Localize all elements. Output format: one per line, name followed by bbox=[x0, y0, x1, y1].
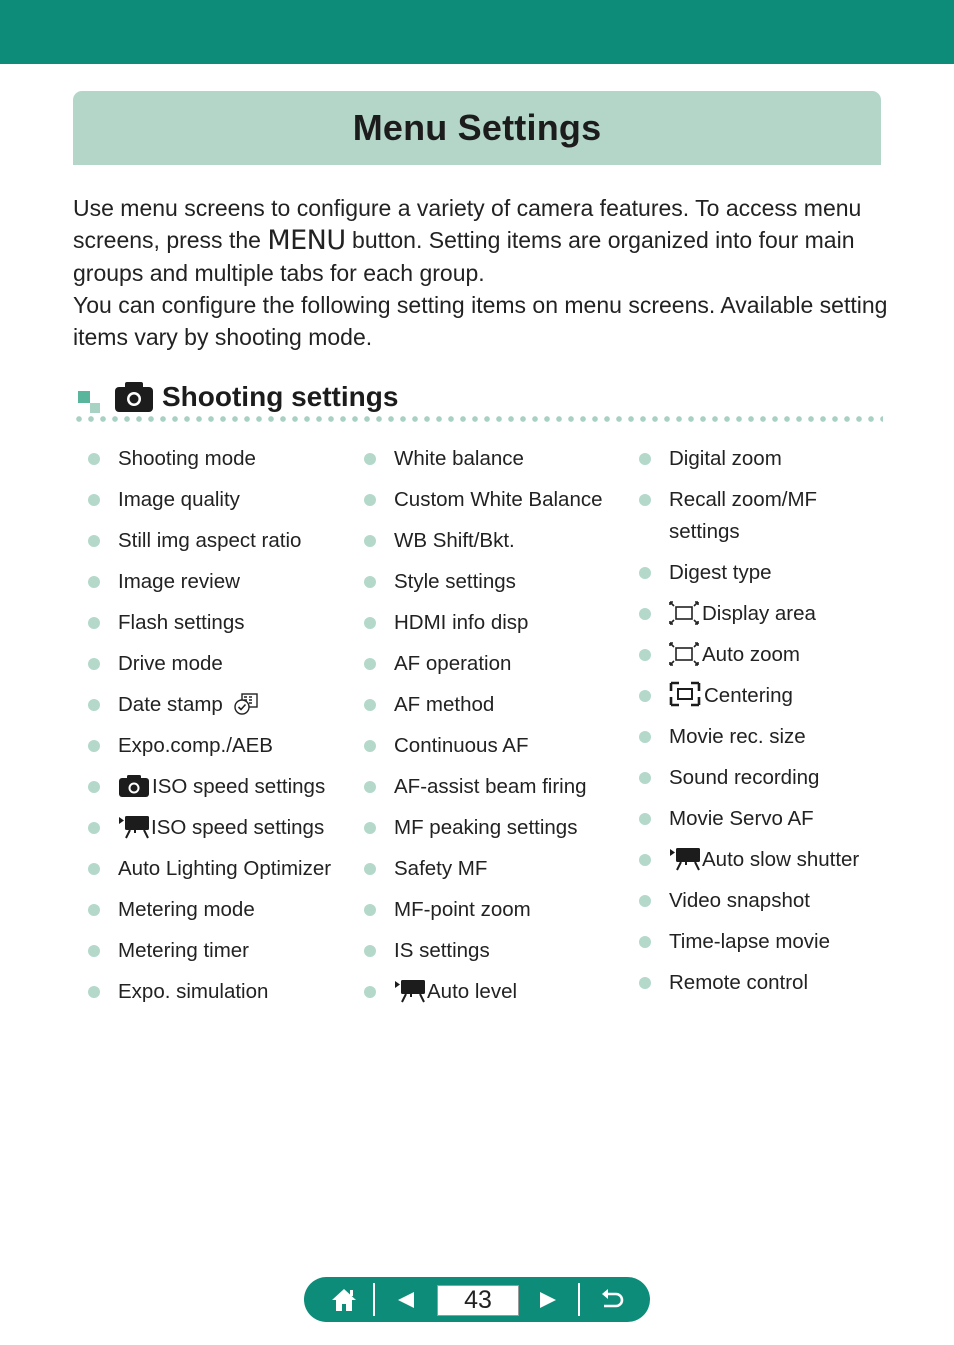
item-label: Video snapshot bbox=[669, 889, 810, 912]
list-item bbox=[88, 935, 358, 967]
home-button[interactable] bbox=[322, 1277, 366, 1322]
prev-page-button[interactable] bbox=[384, 1277, 428, 1322]
zoom-frame-icon bbox=[669, 601, 699, 625]
item-label: Sound recording bbox=[669, 766, 820, 789]
intro-text-after-menu: button. Setting items are organized into four main groups and multiple tabs for each group. bbox=[73, 227, 855, 286]
item-label: Metering mode bbox=[118, 898, 255, 921]
page-navigation bbox=[304, 1277, 650, 1322]
intro-text-before-menu: Use menu screens to configure a variety of camera features. To access menu screens, press the bbox=[73, 195, 862, 253]
list-item bbox=[639, 885, 939, 917]
dotted-divider bbox=[73, 416, 883, 422]
list-item bbox=[639, 721, 939, 753]
list-item bbox=[88, 484, 358, 516]
list-item bbox=[364, 853, 634, 885]
item-label: Auto level bbox=[427, 980, 518, 1003]
menu-button-icon: MENU bbox=[267, 225, 346, 256]
page-title: Menu Settings bbox=[352, 107, 602, 148]
list-item bbox=[88, 525, 358, 557]
settings-column-3 bbox=[639, 443, 939, 1008]
return-button[interactable] bbox=[590, 1277, 634, 1322]
list-item bbox=[88, 812, 358, 844]
item-label: Movie rec. size bbox=[669, 725, 806, 748]
item-label: AF method bbox=[394, 693, 495, 716]
list-item bbox=[364, 566, 634, 598]
item-label: Recall zoom/MF settings bbox=[669, 488, 818, 543]
intro-paragraph-1 bbox=[73, 192, 888, 289]
list-item bbox=[639, 443, 939, 475]
page-number-box bbox=[437, 1285, 519, 1316]
nav-separator bbox=[373, 1283, 375, 1316]
item-label: Continuous AF bbox=[394, 734, 529, 757]
list-item bbox=[88, 853, 358, 885]
item-label: Shooting mode bbox=[118, 447, 256, 470]
item-label: Custom White Balance bbox=[394, 488, 603, 511]
item-label: Image quality bbox=[118, 488, 240, 511]
item-label: Digest type bbox=[669, 561, 772, 584]
item-label: Auto Lighting Optimizer bbox=[118, 857, 332, 880]
item-label: IS settings bbox=[394, 939, 490, 962]
list-item bbox=[88, 566, 358, 598]
movie-icon bbox=[669, 847, 701, 871]
list-item bbox=[364, 771, 634, 803]
camera-icon bbox=[114, 381, 154, 413]
item-label: MF-point zoom bbox=[394, 898, 531, 921]
page-number: 43 bbox=[464, 1286, 492, 1314]
item-label: Expo.comp./AEB bbox=[118, 734, 273, 757]
settings-column-1 bbox=[88, 443, 358, 1017]
list-item bbox=[639, 926, 939, 958]
section-header bbox=[78, 377, 398, 417]
list-item bbox=[364, 648, 634, 680]
centering-frame-icon bbox=[669, 681, 701, 707]
item-label: HDMI info disp bbox=[394, 611, 529, 634]
home-icon bbox=[330, 1287, 358, 1313]
list-item bbox=[88, 730, 358, 762]
list-item bbox=[364, 812, 634, 844]
settings-column-2 bbox=[364, 443, 634, 1017]
list-item bbox=[639, 844, 939, 876]
item-label: White balance bbox=[394, 447, 524, 470]
item-label: MF peaking settings bbox=[394, 816, 578, 839]
item-label: ISO speed settings bbox=[151, 816, 325, 839]
intro-text bbox=[73, 192, 888, 353]
list-item bbox=[639, 803, 939, 835]
item-label: Centering bbox=[704, 684, 793, 707]
item-label: WB Shift/Bkt. bbox=[394, 529, 515, 552]
list-item bbox=[639, 557, 939, 589]
list-item bbox=[364, 689, 634, 721]
item-label: AF operation bbox=[394, 652, 512, 675]
item-label: Display area bbox=[702, 602, 816, 625]
list-item bbox=[364, 607, 634, 639]
list-item bbox=[88, 894, 358, 926]
item-label: Auto slow shutter bbox=[702, 848, 860, 871]
list-item bbox=[364, 484, 634, 516]
list-item bbox=[88, 648, 358, 680]
list-item bbox=[639, 598, 939, 630]
title-box bbox=[73, 91, 881, 165]
section-title: Shooting settings bbox=[162, 381, 399, 412]
list-item bbox=[364, 443, 634, 475]
next-arrow-icon bbox=[538, 1290, 558, 1310]
list-item bbox=[639, 967, 939, 999]
item-label: Safety MF bbox=[394, 857, 488, 880]
item-label: Metering timer bbox=[118, 939, 250, 962]
item-label: Still img aspect ratio bbox=[118, 529, 302, 552]
section-marker-icon bbox=[78, 387, 102, 411]
zoom-frame-icon bbox=[669, 642, 699, 666]
item-label: Digital zoom bbox=[669, 447, 782, 470]
list-item bbox=[639, 639, 939, 671]
next-page-button[interactable] bbox=[526, 1277, 570, 1322]
item-label: Expo. simulation bbox=[118, 980, 269, 1003]
nav-separator bbox=[578, 1283, 580, 1316]
list-item bbox=[364, 935, 634, 967]
list-item bbox=[364, 976, 634, 1008]
item-label: Auto zoom bbox=[702, 643, 800, 666]
list-item bbox=[88, 443, 358, 475]
list-item bbox=[639, 762, 939, 794]
item-label: Style settings bbox=[394, 570, 516, 593]
list-item bbox=[364, 894, 634, 926]
list-item bbox=[639, 680, 939, 712]
list-item bbox=[88, 607, 358, 639]
item-label: Movie Servo AF bbox=[669, 807, 814, 830]
item-label: Time-lapse movie bbox=[669, 930, 831, 953]
list-item bbox=[364, 525, 634, 557]
movie-icon bbox=[118, 815, 150, 839]
date-stamp-icon bbox=[233, 692, 259, 716]
item-label: Date stamp bbox=[118, 693, 223, 716]
item-label: Image review bbox=[118, 570, 240, 593]
item-label: Flash settings bbox=[118, 611, 245, 634]
intro-paragraph-2: You can configure the following setting items on menu screens. Available setting items vary by shooting mode. bbox=[73, 292, 888, 350]
item-label: AF-assist beam firing bbox=[394, 775, 587, 798]
header-band bbox=[0, 0, 954, 64]
list-item bbox=[639, 484, 849, 548]
list-item bbox=[364, 730, 634, 762]
return-icon bbox=[599, 1288, 625, 1312]
item-label: ISO speed settings bbox=[152, 775, 326, 798]
list-item bbox=[88, 689, 358, 721]
list-item bbox=[88, 976, 358, 1008]
list-item bbox=[88, 771, 358, 803]
prev-arrow-icon bbox=[396, 1290, 416, 1310]
item-label: Drive mode bbox=[118, 652, 223, 675]
camera-icon bbox=[118, 774, 150, 798]
movie-icon bbox=[394, 979, 426, 1003]
item-label: Remote control bbox=[669, 971, 809, 994]
